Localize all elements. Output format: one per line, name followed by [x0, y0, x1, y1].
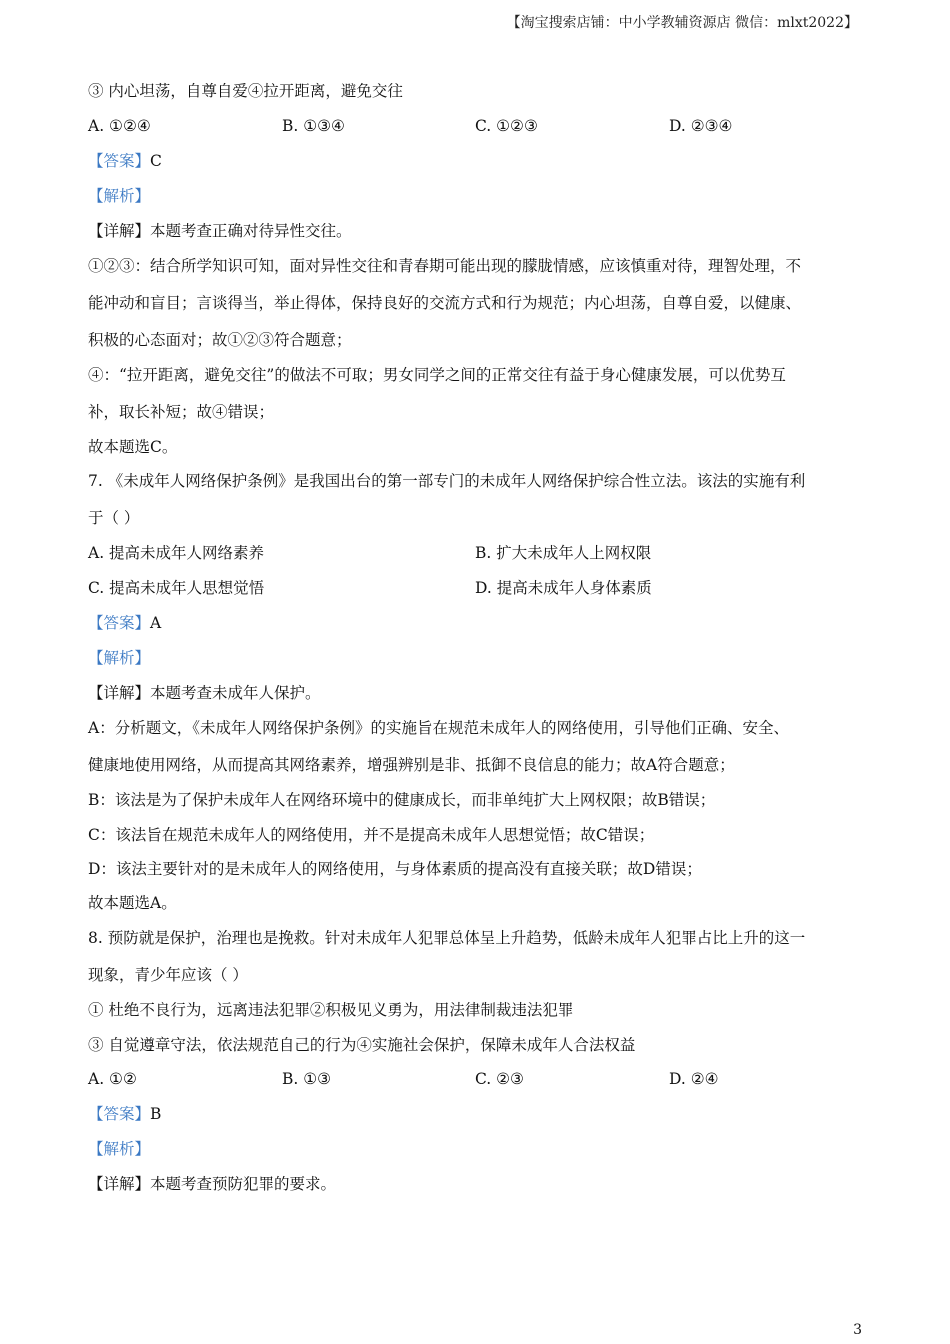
q7-detail-line: C：该法旨在规范未成年人的网络使用，并不是提高未成年人思想觉悟；故C错误；: [88, 826, 655, 844]
q7-detail-line: D：该法主要针对的是未成年人的网络使用，与身体素质的提高没有直接关联；故D错误；: [88, 860, 702, 878]
q6-conclusion: 故本题选C。: [88, 438, 178, 456]
q7-analysis-label: 【解析】: [88, 649, 151, 667]
detail-label: 【详解】: [88, 1175, 151, 1193]
q6-detail-line: ④：“拉开距离，避免交往”的做法不可取；男女同学之间的正常交往有益于身心健康发展，可以优势互: [88, 366, 786, 384]
q8-item-line: ③ 自觉遵章守法，依法规范自己的行为④实施社会保护，保障未成年人合法权益: [88, 1036, 636, 1054]
detail-intro: 本题考查预防犯罪的要求。: [150, 1175, 337, 1193]
q6-option-d: D. ②③④: [669, 117, 733, 135]
q7-option-a: A. 提高未成年人网络素养: [88, 544, 265, 562]
q8-analysis-label: 【解析】: [88, 1140, 151, 1158]
answer-value: A: [150, 614, 162, 632]
page-header: 【淘宝搜索店铺：中小学教辅资源店 微信：mlxt2022】: [506, 15, 858, 31]
q6-option-a: A. ①②④: [88, 117, 151, 135]
q6-detail-line: ①②③：结合所学知识可知，面对异性交往和青春期可能出现的朦胧情感，应该慎重对待，理智处理，不: [88, 257, 802, 275]
q7-stem-cont: 于（ ）: [88, 509, 140, 527]
q6-detail: [88, 221, 352, 241]
q6-answer: [88, 151, 162, 171]
q8-option-c: C. ②③: [475, 1070, 524, 1088]
q6-detail-line: 能冲动和盲目；言谈得当，举止得体，保持良好的交流方式和行为规范；内心坦荡，自尊自爱，以健康、: [88, 294, 802, 312]
q7-option-b: B. 扩大未成年人上网权限: [475, 544, 652, 562]
q7-detail: [88, 683, 321, 703]
detail-label: 【详解】: [88, 684, 151, 702]
q7-stem: 7. 《未成年人网络保护条例》是我国出台的第一部专门的未成年人网络保护综合性立法。该法的实施有利: [88, 472, 806, 490]
q8-stem: 8. 预防就是保护，治理也是挽救。针对未成年人犯罪总体呈上升趋势，低龄未成年人犯罪占比上升的这一: [88, 929, 806, 947]
answer-label: 【答案】: [88, 614, 151, 632]
answer-value: B: [150, 1105, 162, 1123]
q6-detail-line: 积极的心态面对；故①②③符合题意；: [88, 331, 352, 349]
q6-item-line: ③ 内心坦荡，自尊自爱④拉开距离，避免交往: [88, 82, 403, 100]
answer-label: 【答案】: [88, 1105, 151, 1123]
q7-detail-line: 健康地使用网络，从而提高其网络素养，增强辨别是非、抵御不良信息的能力；故A符合题意；: [88, 756, 735, 774]
q7-detail-line: A：分析题文，《未成年人网络保护条例》的实施旨在规范未成年人的网络使用，引导他们正确、安全、: [88, 719, 789, 737]
q8-detail: [88, 1174, 336, 1194]
q6-option-c: C. ①②③: [475, 117, 538, 135]
q7-conclusion: 故本题选A。: [88, 894, 177, 912]
q7-answer: [88, 613, 161, 633]
q6-detail-line: 补，取长补短；故④错误；: [88, 403, 275, 421]
q7-option-d: D. 提高未成年人身体素质: [475, 579, 652, 597]
answer-value: C: [150, 152, 162, 170]
q7-detail-line: B：该法是为了保护未成年人在网络环境中的健康成长，而非单纯扩大上网权限；故B错误；: [88, 791, 716, 809]
q8-item-line: ① 杜绝不良行为，远离违法犯罪②积极见义勇为，用法律制裁违法犯罪: [88, 1001, 574, 1019]
page-number: 3: [853, 1322, 862, 1338]
answer-label: 【答案】: [88, 152, 151, 170]
q8-option-b: B. ①③: [282, 1070, 332, 1088]
q8-option-a: A. ①②: [88, 1070, 137, 1088]
q6-option-b: B. ①③④: [282, 117, 345, 135]
q6-analysis-label: 【解析】: [88, 187, 151, 205]
q8-answer: [88, 1104, 161, 1124]
detail-label: 【详解】: [88, 222, 151, 240]
q8-stem-cont: 现象，青少年应该（ ）: [88, 966, 248, 984]
detail-intro: 本题考查正确对待异性交往。: [150, 222, 352, 240]
q8-option-d: D. ②④: [669, 1070, 719, 1088]
detail-intro: 本题考查未成年人保护。: [150, 684, 321, 702]
q7-option-c: C. 提高未成年人思想觉悟: [88, 579, 265, 597]
